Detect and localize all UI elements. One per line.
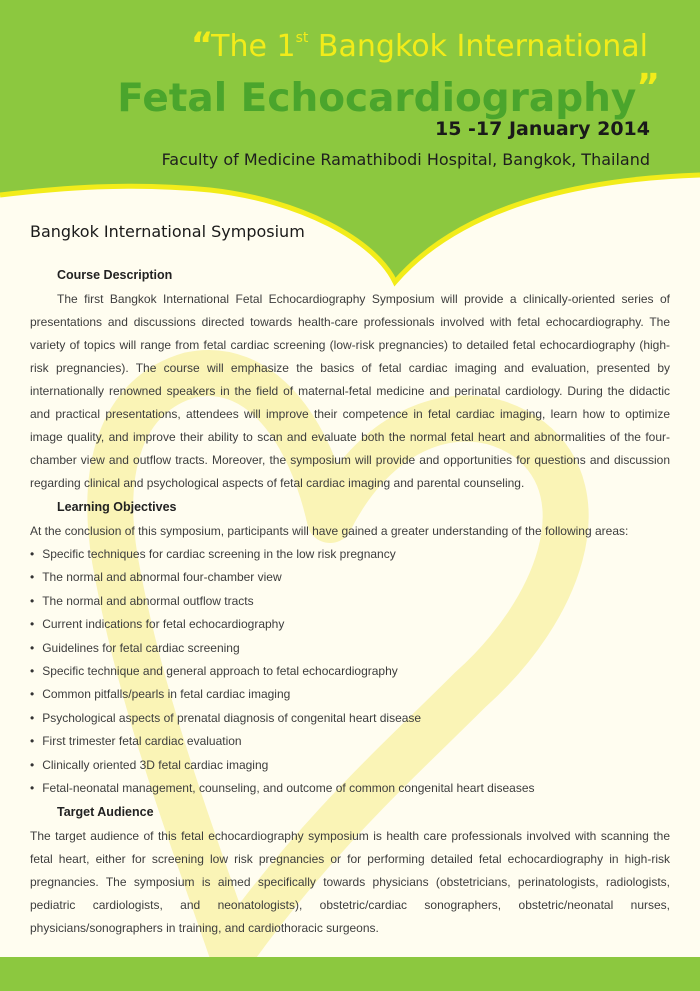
title-line-2	[117, 65, 660, 122]
title-superscript: st	[295, 30, 309, 46]
list-item: • Guidelines for fetal cardiac screening	[30, 637, 670, 660]
learning-objectives-intro: At the conclusion of this symposium, participants will have gained a greater understanding of the following areas:	[30, 524, 629, 538]
course-description-heading: Course Description	[57, 268, 173, 282]
list-item: • Current indications for fetal echocardiography	[30, 613, 670, 636]
learning-objectives-heading: Learning Objectives	[57, 500, 177, 514]
list-item: • First trimester fetal cardiac evaluation	[30, 730, 670, 753]
list-item: • Psychological aspects of prenatal diagnosis of congenital heart disease	[30, 707, 670, 730]
title-line-2-text: Fetal Echocardiography	[117, 76, 637, 121]
target-audience-heading: Target Audience	[57, 805, 154, 820]
event-dates: 15 -17 January 2014	[434, 118, 650, 140]
close-quote: ”	[636, 67, 660, 108]
title-line-1	[105, 20, 648, 65]
target-audience-text: The target audience of this fetal echocardiography symposium is health care professionals involved with scanning the fetal heart, either for screening low risk pregnancies or for performing detailed fetal echocardiography in high-risk pregnancies. The symposium is aimed specifically towards physicians (obstetricians, perinatologists, radiologists, pediatric cardiologists, and neonatologists), obstetric/cardiac sonographers, obstetric/neonatal nurses, physicians/sonographers in training, and cardiothoracic surgeons.	[30, 829, 670, 936]
symposium-heading: Bangkok International Symposium	[30, 222, 305, 241]
list-item: • Fetal-neonatal management, counseling, and outcome of common congenital heart diseases	[30, 777, 670, 800]
course-description-text: The first Bangkok International Fetal Echocardiography Symposium will provide a clinically-oriented series of presentations and discussions directed towards health-care professionals involved with fetal echocardiography. The variety of topics will range from fetal cardiac screening (low-risk pregnancies) to detailed fetal echocardiography (high-risk pregnancies). The course will emphasize the basics of fetal cardiac imaging and evaluation, presented by internationally renowned speakers in the field of maternal-fetal medicine and perinatal cardiology. During the didactic and practical presentations, attendees will improve their competence in fetal cardiac imaging, learn how to optimize image quality, and improve their ability to scan and evaluate both the normal fetal heart and abnormalities of the four-chamber view and outflow tracts. Moreover, the symposium will provide and opportunities for questions and discussion regarding clinical and psychological aspects of fetal cardiac imaging and parental counseling.	[30, 292, 670, 490]
list-item: • Specific technique and general approach to fetal echocardiography	[30, 660, 670, 683]
learning-objectives-list	[30, 543, 670, 800]
open-quote: “	[190, 25, 212, 65]
footer-bar	[0, 957, 700, 991]
list-item: • The normal and abnormal outflow tracts	[30, 590, 670, 613]
event-title	[105, 20, 660, 122]
event-venue: Faculty of Medicine Ramathibodi Hospital, Bangkok, Thailand	[161, 150, 650, 169]
title-suffix: Bangkok International	[308, 29, 648, 64]
list-item: • Specific techniques for cardiac screening in the low risk pregnancy	[30, 543, 670, 566]
main-content	[30, 222, 670, 940]
list-item: • The normal and abnormal four-chamber view	[30, 566, 670, 589]
title-prefix: The 1	[211, 29, 296, 64]
list-item: • Clinically oriented 3D fetal cardiac imaging	[30, 754, 670, 777]
list-item: • Common pitfalls/pearls in fetal cardiac imaging	[30, 683, 670, 706]
